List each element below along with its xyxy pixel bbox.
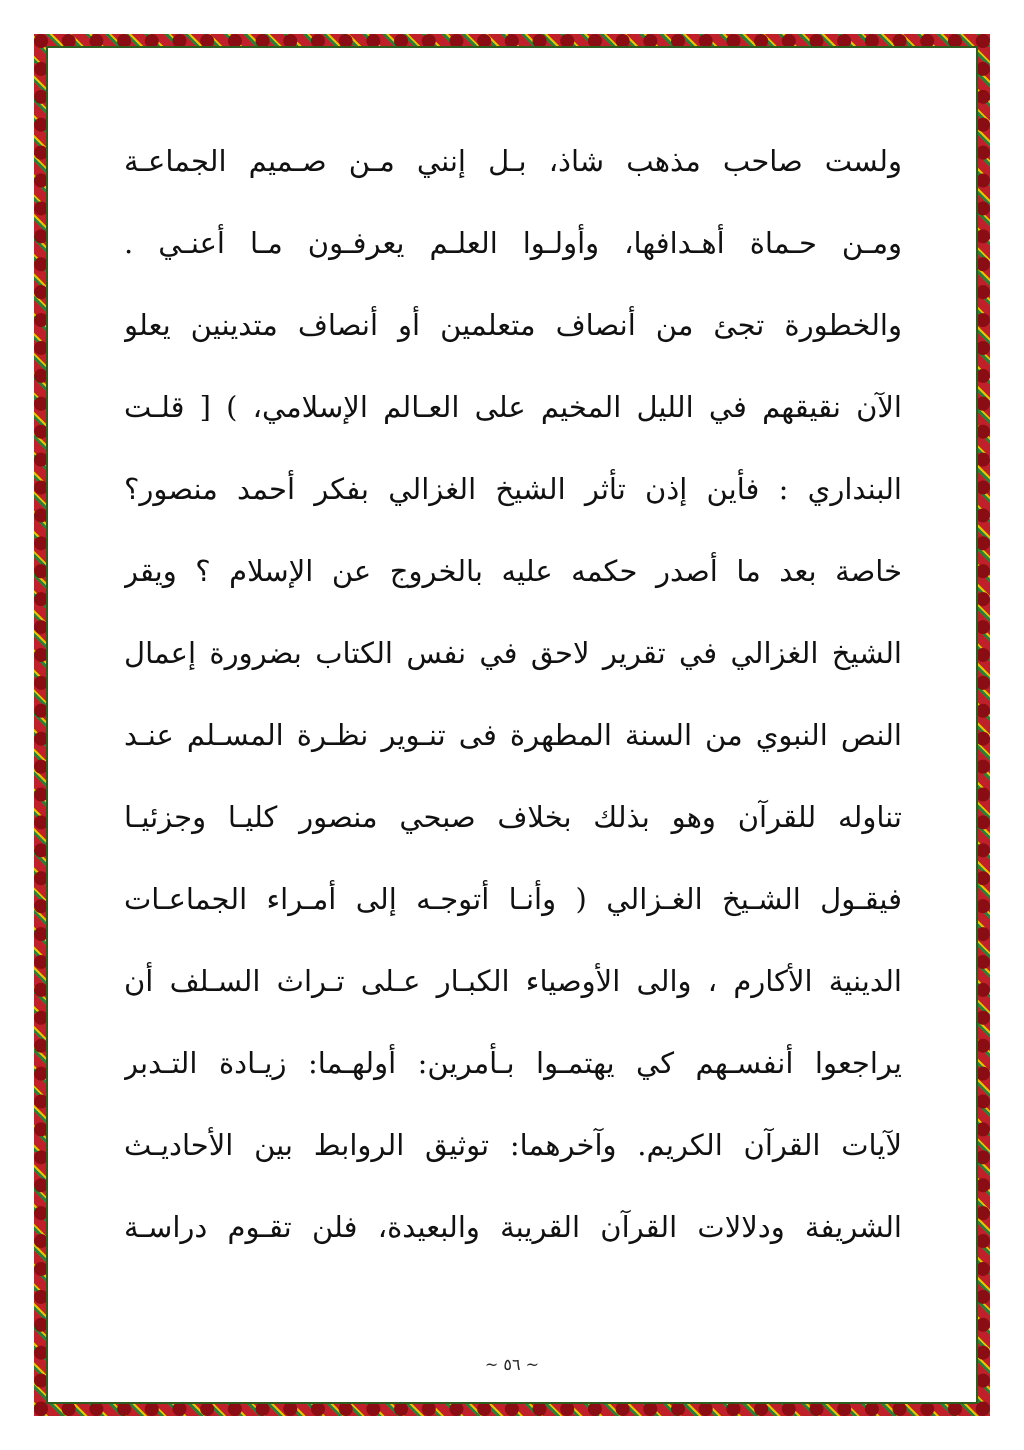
text-line: الدينية الأكارم ، والى الأوصياء الكبـار عـلى تـراث السـلف أن xyxy=(124,964,902,998)
text-line: لآيات القرآن الكريم. وآخرهما: توثيق الروابط بين الأحاديـث xyxy=(124,1128,902,1162)
text-line: ومـن حـماة أهـدافها، وأولـوا العلـم يعرفـون مـا أعنـي . xyxy=(124,226,902,260)
text-line: النص النبوي من السنة المطهرة فى تنـوير نظـرة المسـلم عنـد xyxy=(124,718,902,752)
text-line: فيقـول الشـيخ الغـزالي ( وأنـا أتوجـه إلى أمـراء الجماعـات xyxy=(124,882,902,916)
text-line: والخطورة تجئ من أنصاف متعلمين أو أنصاف متدينين يعلو xyxy=(124,308,902,342)
text-line: البنداري : فأين إذن تأثر الشيخ الغزالي بفكر أحمد منصور؟ xyxy=(124,472,902,506)
text-line: ولست صاحب مذهب شاذ، بـل إنني مـن صـميم الجماعـة xyxy=(124,144,902,178)
text-line: الشريفة ودلالات القرآن القريبة والبعيدة، فلن تقـوم دراسـة xyxy=(124,1210,902,1244)
text-line: خاصة بعد ما أصدر حكمه عليه بالخروج عن الإسلام ؟ ويقر xyxy=(124,554,902,588)
text-line: الشيخ الغزالي في تقرير لاحق في نفس الكتاب بضرورة إعمال xyxy=(124,636,902,670)
page-number: ~ ٥٦ ~ xyxy=(484,1355,540,1374)
body-text xyxy=(124,120,902,1268)
text-line: يراجعوا أنفسـهم كي يهتمـوا بـأمرين: أولهـما: زيـادة التـدبر xyxy=(124,1046,902,1080)
text-line: الآن نقيقهم في الليل المخيم على العـالم الإسلامي، ) [ قلـت xyxy=(124,390,902,424)
text-line: تناوله للقرآن وهو بذلك بخلاف صبحي منصور كليـا وجزئيـا xyxy=(124,800,902,834)
